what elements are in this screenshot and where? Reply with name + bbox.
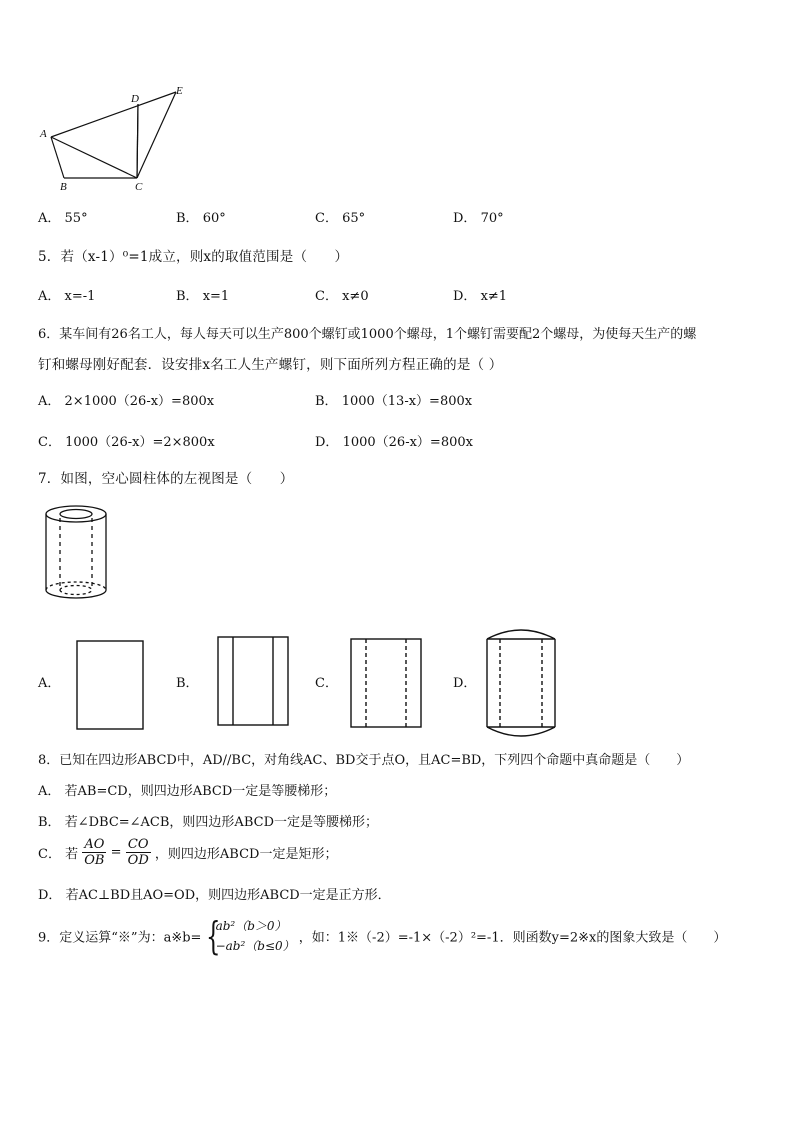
q8-option-d[interactable]: D． 若AC⊥BD且AO=OD，则四边形ABCD一定是正方形．: [38, 888, 391, 903]
q5-option-b[interactable]: B． x=1: [176, 289, 230, 304]
q7-option-c-figure[interactable]: [349, 637, 423, 729]
q7-stem: 7．如图，空心圆柱体的左视图是（ ）: [38, 471, 294, 487]
q9-stem: 9．定义运算“※”为：a※b= { ab²（b＞0） −ab²（b≤0） ，如：1※（-2）=-1×（-2）²=-1．则函数y=2※x的图象大致是（ ）: [38, 914, 727, 958]
q8-stem: 8．已知在四边形ABCD中，AD//BC，对角线AC、BD交于点O，且AC=BD，下列四个命题中真命题是（ ）: [38, 753, 690, 768]
q4-option-d[interactable]: D． 70°: [453, 211, 504, 226]
q7-option-c[interactable]: C．: [315, 676, 338, 691]
triangle-figure: [36, 80, 196, 195]
label-A: A: [40, 128, 47, 140]
label-D: D: [131, 93, 139, 105]
q7-option-b[interactable]: B．: [176, 676, 199, 691]
q6-option-a[interactable]: A． 2×1000（26-x）=800x: [38, 394, 215, 409]
q6-option-d[interactable]: D． 1000（26-x）=800x: [315, 435, 473, 450]
piecewise-definition: { ab²（b＞0） −ab²（b≤0）: [205, 914, 295, 958]
q7-option-d[interactable]: D．: [453, 676, 477, 691]
hollow-cylinder-figure: [36, 500, 116, 608]
q7-option-d-figure[interactable]: [483, 625, 559, 741]
label-E: E: [176, 85, 183, 97]
q7-option-b-figure[interactable]: [216, 635, 290, 727]
q5-option-c[interactable]: C． x≠0: [315, 289, 369, 304]
fraction-co-od: $\frac{CO}{OD}$: [127, 837, 149, 868]
q4-option-b[interactable]: B． 60°: [176, 211, 226, 226]
q8-option-b[interactable]: B． 若∠DBC=∠ACB，则四边形ABCD一定是等腰梯形；: [38, 815, 378, 830]
q5-option-d[interactable]: D． x≠1: [453, 289, 508, 304]
q6-option-b[interactable]: B． 1000（13-x）=800x: [315, 394, 473, 409]
q7-option-a[interactable]: A．: [38, 676, 61, 691]
q6-stem-line2: 钉和螺母刚好配套．设安排x名工人生产螺钉，则下面所列方程正确的是（ ）: [38, 357, 503, 373]
q5-stem: 5．若（x-1）⁰=1成立，则x的取值范围是（ ）: [38, 249, 349, 265]
fraction-ao-ob: $\frac{AO}{OB}$: [84, 837, 105, 868]
label-B: B: [60, 181, 67, 193]
q6-option-c[interactable]: C． 1000（26-x）=2×800x: [38, 435, 215, 450]
q8-option-a[interactable]: A． 若AB=CD，则四边形ABCD一定是等腰梯形；: [38, 784, 337, 799]
q5-option-a[interactable]: A． x=-1: [38, 289, 96, 304]
q7-option-a-figure[interactable]: [75, 638, 147, 732]
q6-stem-line1: 6．某车间有26名工人，每人每天可以生产800个螺钉或1000个螺母，1个螺钉需要配2个螺母，为使每天生产的螺: [38, 327, 697, 342]
q4-option-a[interactable]: A． 55°: [38, 211, 88, 226]
q8-option-c[interactable]: C． 若 $\frac{AO}{OB}$ = $\frac{CO}{OD}$ ，则四边形ABCD一定是矩形；: [38, 837, 338, 868]
label-C: C: [135, 181, 143, 193]
q4-option-c[interactable]: C． 65°: [315, 211, 366, 226]
